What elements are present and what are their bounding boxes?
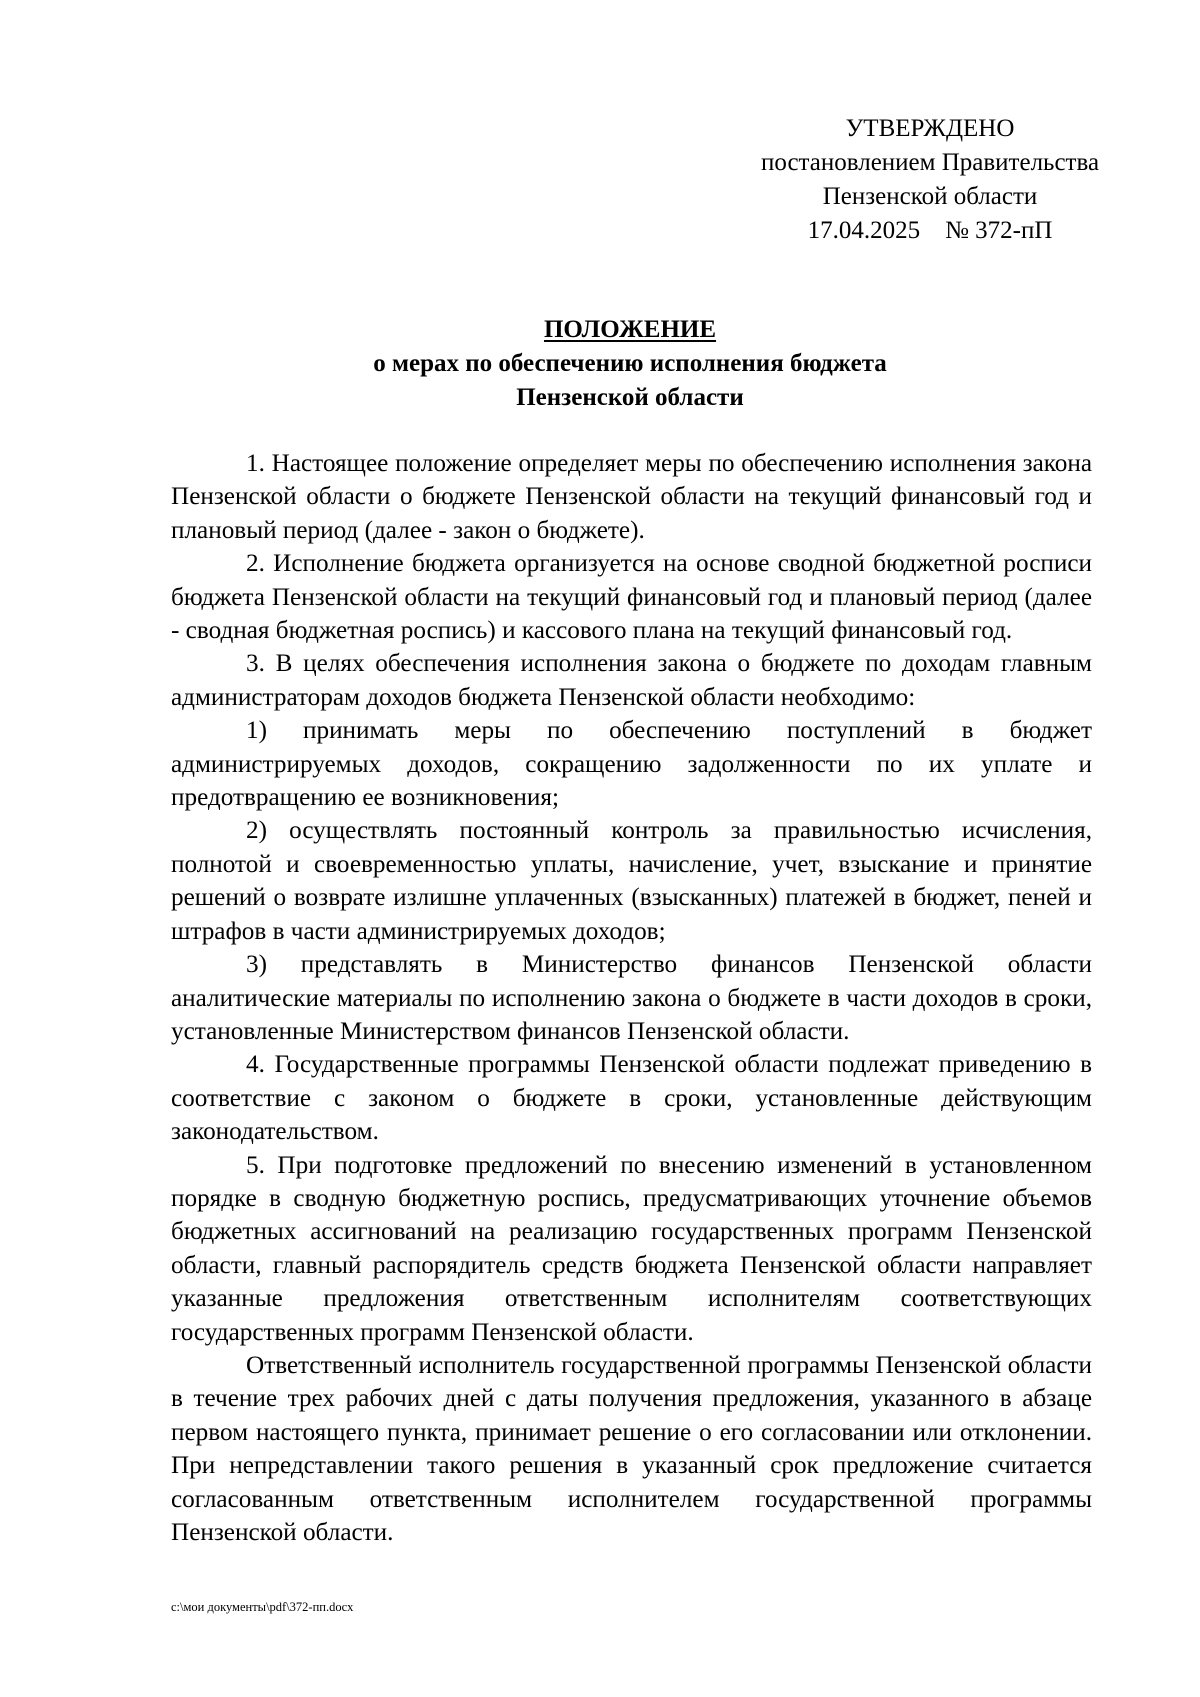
title-heading: ПОЛОЖЕНИЕ xyxy=(543,316,717,343)
approval-date-number: 17.04.2025 № 372-пП xyxy=(807,217,1053,244)
document-title xyxy=(170,313,1090,415)
paragraph-3-item-2: 2) осуществлять постоянный контроль за правильностью исчисления, полнотой и своевременностью уплаты, начисление, учет, взыскание и принятие решений о возврате излишне уплаченных (взысканных) платежей в бюджет, пеней и штрафов в части администрируемых доходов; xyxy=(171,817,1092,945)
title-region: Пензенской области xyxy=(516,384,744,411)
document-body xyxy=(171,447,1092,1549)
paragraph-2: 2. Исполнение бюджета организуется на основе сводной бюджетной росписи бюджета Пензенской области на текущий финансовый год и плановый период (далее - сводная бюджетная роспись) и кассового плана на текущий финансовый год. xyxy=(171,550,1092,645)
file-path-footer: c:\мои документы\pdf\372-пп.docx xyxy=(171,1600,354,1614)
title-subject: о мерах по обеспечению исполнения бюджета xyxy=(373,350,887,377)
paragraph-3-item-3: 3) представлять в Министерство финансов Пензенской области аналитические материалы по исполнению закона о бюджете в части доходов в сроки, установленные Министерством финансов Пензенской области. xyxy=(171,951,1092,1045)
paragraph-5: 5. При подготовке предложений по внесению изменений в установленном порядке в сводную бюджетную роспись, предусматривающих уточнение объемов бюджетных ассигнований на реализацию государственных программ Пензенской области, главный распорядитель средств бюджета Пензенской области направляет указанные предложения ответственным исполнителям соответствующих государственных программ Пензенской области. xyxy=(171,1151,1092,1346)
paragraph-1: 1. Настоящее положение определяет меры по обеспечению исполнения закона Пензенской области о бюджете Пензенской области на текущий финансовый год и плановый период (далее - закон о бюджете). xyxy=(171,450,1092,544)
approval-stamp xyxy=(720,112,1140,248)
approval-region: Пензенской области xyxy=(822,183,1038,210)
paragraph-3: 3. В целях обеспечения исполнения закона о бюджете по доходам главным администраторам доходов бюджета Пензенской области необходимо: xyxy=(171,650,1092,711)
approval-authority: постановлением Правительства xyxy=(760,149,1100,176)
paragraph-4: 4. Государственные программы Пензенской области подлежат приведению в соответствие с законом о бюджете в сроки, установленные действующим законодательством. xyxy=(171,1051,1092,1146)
approval-heading: УТВЕРЖДЕНО xyxy=(845,115,1015,142)
paragraph-3-item-1: 1) принимать меры по обеспечению поступлений в бюджет администрируемых доходов, сокращению задолженности по их уплате и предотвращению ее возникновения; xyxy=(171,717,1092,812)
paragraph-5-part-2: Ответственный исполнитель государственной программы Пензенской области в течение трех рабочих дней с даты получения предложения, указанного в абзаце первом настоящего пункта, принимает решение о его согласовании или отклонении. При непредставлении такого решения в указанный срок предложение считается согласованным ответственным исполнителем государственной программы Пензенской области. xyxy=(171,1351,1092,1546)
